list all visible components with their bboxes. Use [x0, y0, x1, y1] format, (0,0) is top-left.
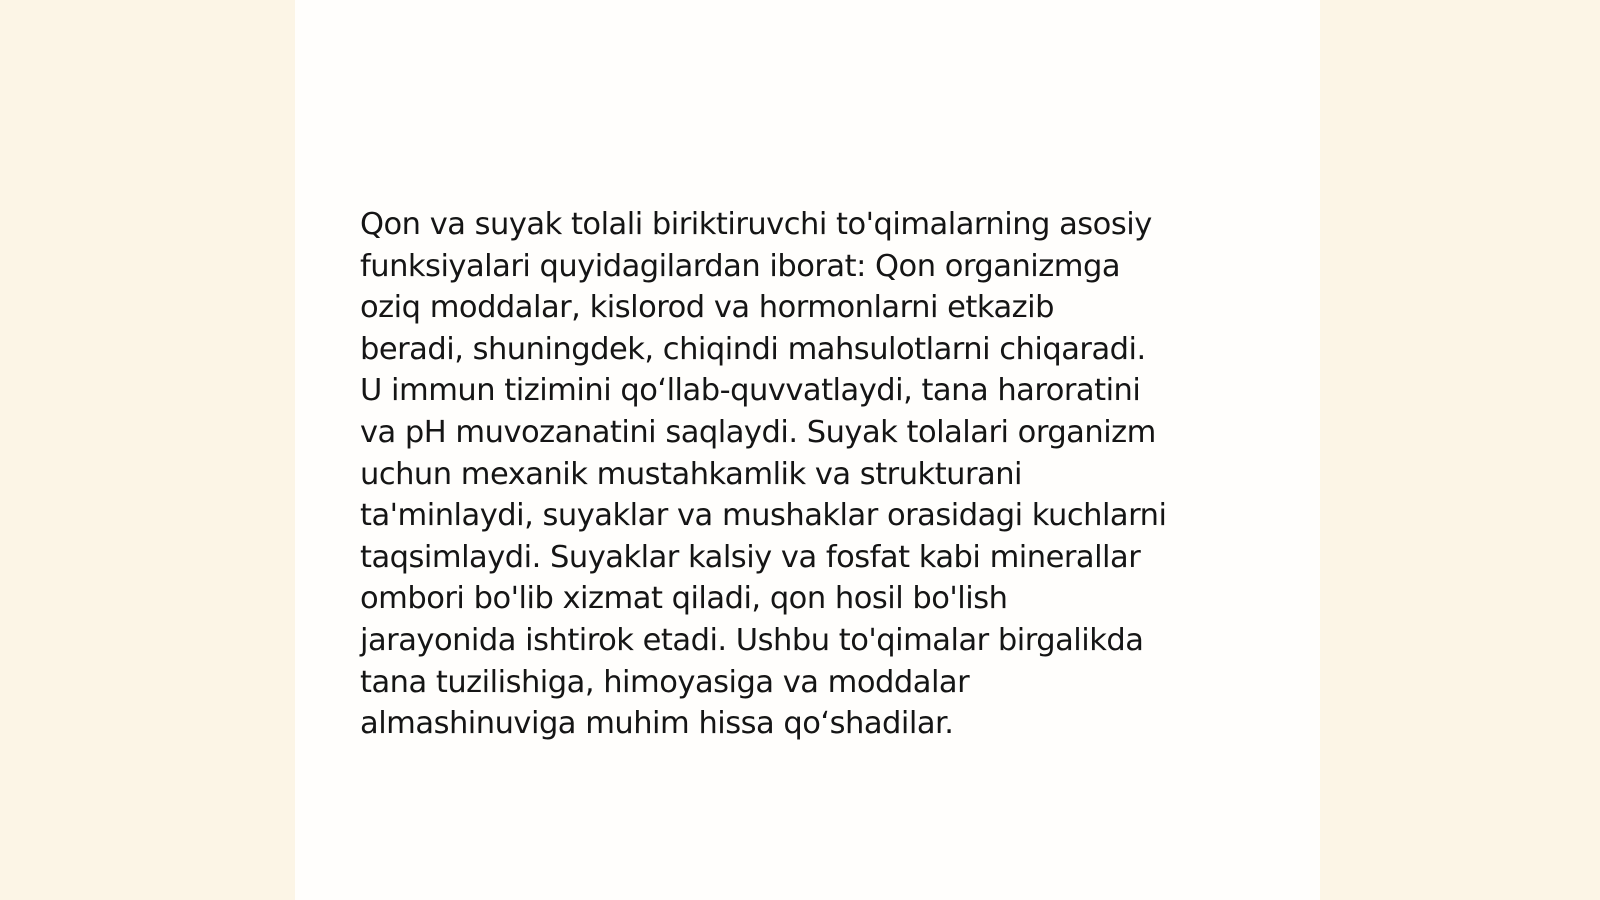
slide-page: [295, 0, 1320, 900]
slide-body-text: Qon va suyak tolali biriktiruvchi to'qimalarning asosiy funksiyalari quyidagilardan iborat: Qon organizmga oziq moddalar, kislorod va hormonlarni etkazib beradi, shuningdek, chiqindi mahsulotlarni chiqaradi. U immun tizimini qo‘llab-quvvatlaydi, tana haroratini va pH muvozanatini saqlaydi. Suyak tolalari organizm uchun mexanik mustahkamlik va strukturani ta'minlaydi, suyaklar va mushaklar orasidagi kuchlarni taqsimlaydi. Suyaklar kalsiy va fosfat kabi minerallar ombori bo'lib xizmat qiladi, qon hosil bo'lish jarayonida ishtirok etadi. Ushbu to'qimalar birgalikda tana tuzilishiga, himoyasiga va moddalar almashinuviga muhim hissa qo‘shadilar.: [360, 207, 1167, 742]
right-margin-background: [1320, 0, 1600, 900]
left-margin-background: [0, 0, 295, 900]
